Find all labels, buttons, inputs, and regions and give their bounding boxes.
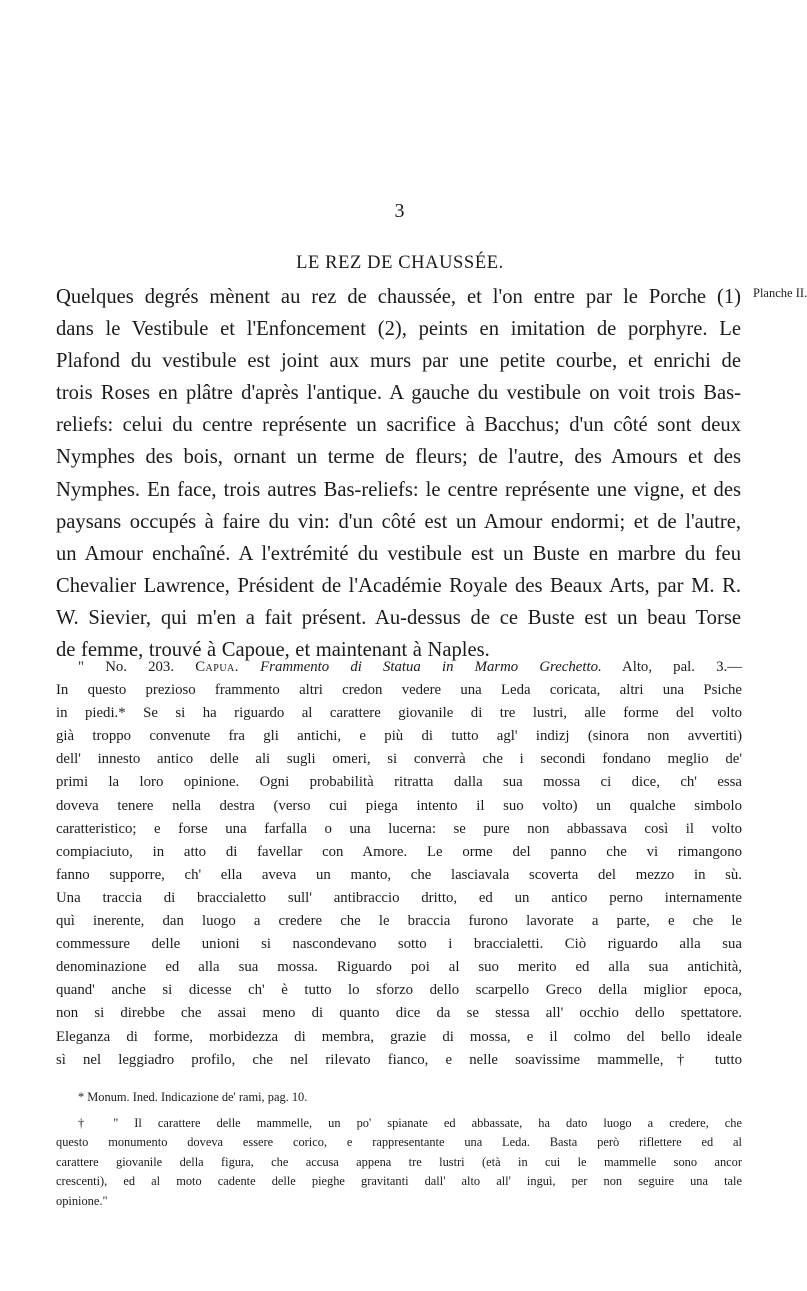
main-text-line: W. Sievier, qui m'en a fait présent. Au-dessus de ce Buste est un beau Torse bbox=[56, 606, 741, 629]
quote-line: quì inerente, dan luogo a credere che le braccia furono lavorate a parte, e che le bbox=[56, 913, 742, 930]
quote-line: già troppo convenute fra gli antichi, e più di tutto agl' indizj (sinora non avvertiti) bbox=[56, 728, 742, 745]
quote-dimensions: Alto, pal. 3.— bbox=[622, 659, 742, 675]
main-text-line: trois Roses en plâtre d'après l'antique. A gauche du vestibule on voit trois Bas- bbox=[56, 382, 741, 405]
main-paragraph bbox=[56, 281, 741, 666]
section-heading: LE REZ DE CHAUSSÉE. bbox=[296, 253, 504, 273]
quote-line: compiaciuto, in atto di favellar con Amore. Le orme del panno che vi rimangono bbox=[56, 843, 742, 860]
quote-title: Frammento di Statua in Marmo Grechetto. bbox=[260, 659, 602, 675]
quote-number: " No. 203. bbox=[78, 659, 175, 675]
quote-line: Una traccia di braccialetto sull' antibraccio dritto, ed un antico perno internamente bbox=[56, 889, 742, 906]
main-text-line: paysans occupés à faire du vin: d'un côté est un Amour endormi; et de l'autre, bbox=[56, 510, 741, 533]
quote-line: doveva tenere nella destra (verso cui piega intento il suo volto) un qualche simbolo bbox=[56, 797, 742, 814]
footnote-dagger-line: questo monumento doveva essere corico, e rappresentante una Leda. Basta però riflettere ed al bbox=[56, 1135, 742, 1149]
quote-line: dell' innesto antico delle ali sugli omeri, si converrà che i secondi fondano meglio de' bbox=[56, 751, 742, 768]
quote-line: In questo prezioso frammento altri credon vedere una Leda coricata, altri una Psiche bbox=[56, 682, 742, 699]
page-number: 3 bbox=[394, 200, 406, 222]
main-text-line: Nymphes. En face, trois autres Bas-reliefs: le centre représente une vigne, et des bbox=[56, 478, 741, 501]
main-text-line: de femme, trouvé à Capoue, et maintenant à Naples. bbox=[56, 639, 490, 662]
quote-line: caratteristico; e forse una farfalla o una lucerna: se pure non abbassava così il volto bbox=[56, 820, 742, 837]
quote-line: Eleganza di forme, morbidezza di membra, grazie di mossa, e il colmo del bello ideale bbox=[56, 1028, 742, 1045]
quote-line: non si direbbe che assai meno di quanto dice da se stessa all' occhio dello spettatore. bbox=[56, 1005, 742, 1022]
quote-line: quand' anche si dicesse ch' è tutto lo sforzo dello scarpello Greco della miglior epoca, bbox=[56, 982, 742, 999]
main-text-line: Nymphes des bois, ornant un terme de fleurs; de l'autre, des Amours et des bbox=[56, 446, 741, 469]
footnote-dagger-line: carattere giovanile della figura, che accusa appena tre lustri (età in cui le mammelle sono ancor bbox=[56, 1154, 742, 1169]
footnote-dagger-line: † " Il carattere delle mammelle, un po' spianate ed abbassate, ha dato luogo a credere, che bbox=[78, 1115, 742, 1130]
quote-line: sì nel leggiadro profilo, che nel rilevato fianco, e nelle soavissime mammelle,† tutto bbox=[56, 1051, 742, 1068]
main-text-line: un Amour enchaîné. A l'extrémité du vestibule est un Buste en marbre du feu bbox=[56, 542, 741, 565]
main-text-line: dans le Vestibule et l'Enfoncement (2), peints en imitation de porphyre. Le bbox=[56, 318, 741, 341]
quote-line: primi la loro opinione. Ogni probabilità ritratta dalla sua mossa ci dice, ch' essa bbox=[56, 774, 742, 791]
quote-header-line bbox=[56, 656, 742, 679]
footnote-asterisk: * Monum. Ined. Indicazione de' rami, pag. 10. bbox=[78, 1090, 308, 1104]
main-text-line: reliefs: celui du centre représente un sacrifice à Bacchus; d'un côté sont deux bbox=[56, 414, 741, 437]
footnote-dagger-line: opinione." bbox=[56, 1193, 108, 1208]
main-text-line: Quelques degrés mènent au rez de chaussée, et l'on entre par le Porche (1) bbox=[56, 286, 741, 308]
margin-note-plate-reference: Planche II. bbox=[753, 286, 807, 300]
quote-place: Capua. bbox=[195, 659, 239, 675]
quote-line: commessure delle unioni si nascondevano sotto i braccialetti. Ciò riguardo alla sua bbox=[56, 936, 742, 953]
quote-line: in piedi.* Se si ha riguardo al carattere giovanile di tre lustri, alle forme del volto bbox=[56, 705, 742, 722]
main-text-line: Chevalier Lawrence, Président de l'Académie Royale des Beaux Arts, par M. R. bbox=[56, 574, 741, 597]
main-text-line: Plafond du vestibule est joint aux murs par une petite courbe, et enrichi de bbox=[56, 350, 741, 373]
italian-catalogue-quote bbox=[56, 656, 742, 1072]
footnote-dagger-line: crescenti), ed al moto cadente delle pieghe gravitanti dall' alto all' inguì, per non seguire una tale bbox=[56, 1174, 742, 1188]
footnotes bbox=[56, 1088, 742, 1211]
quote-line: denominazione ed alla sua mossa. Riguardo poi al suo merito ed alla sua antichità, bbox=[56, 959, 742, 976]
quote-line: fanno supporre, ch' ella aveva un manto, che lasciavala scoverta del mezzo in sù. bbox=[56, 866, 742, 883]
